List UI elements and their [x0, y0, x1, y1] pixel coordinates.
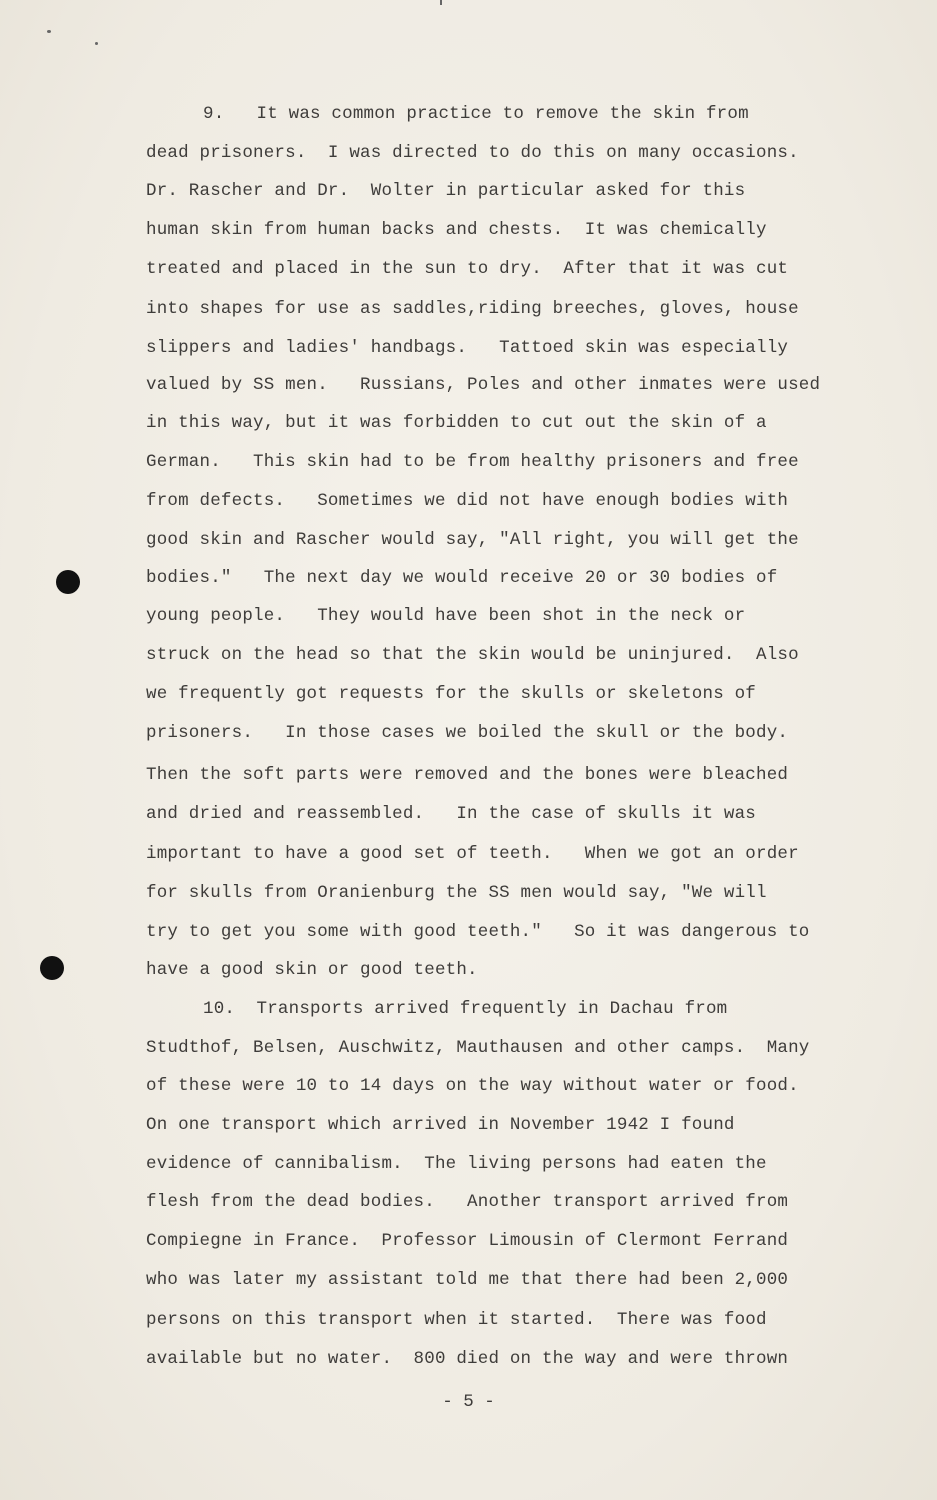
text-line: dead prisoners. I was directed to do this on many occasions.: [146, 143, 799, 163]
text-line: good skin and Rascher would say, "All right, you will get the: [146, 530, 799, 550]
text-line: from defects. Sometimes we did not have enough bodies with: [146, 491, 789, 511]
punch-hole: [56, 570, 80, 594]
text-line: in this way, but it was forbidden to cut out the skin of a: [146, 413, 767, 433]
paper-speck: [95, 42, 98, 45]
text-line: German. This skin had to be from healthy prisoners and free: [146, 452, 799, 472]
text-line: for skulls from Oranienburg the SS men would say, "We will: [146, 883, 767, 903]
text-line: important to have a good set of teeth. When we got an order: [146, 844, 799, 864]
text-line: 9. It was common practice to remove the skin from: [203, 104, 749, 124]
text-line: struck on the head so that the skin would be uninjured. Also: [146, 645, 799, 665]
text-line: Dr. Rascher and Dr. Wolter in particular asked for this: [146, 181, 746, 201]
text-line: slippers and ladies' handbags. Tattoed skin was especially: [146, 338, 789, 358]
text-line: 10. Transports arrived frequently in Dachau from: [203, 999, 728, 1019]
text-line: bodies." The next day we would receive 20 or 30 bodies of: [146, 568, 778, 588]
text-line: into shapes for use as saddles,riding breeches, gloves, house: [146, 299, 799, 319]
text-line: persons on this transport when it started. There was food: [146, 1310, 767, 1330]
text-line: flesh from the dead bodies. Another transport arrived from: [146, 1192, 789, 1212]
text-line: evidence of cannibalism. The living persons had eaten the: [146, 1154, 767, 1174]
text-line: Compiegne in France. Professor Limousin of Clermont Ferrand: [146, 1231, 789, 1251]
page-number: - 5 -: [442, 1392, 495, 1412]
text-line: human skin from human backs and chests. It was chemically: [146, 220, 767, 240]
text-line: On one transport which arrived in November 1942 I found: [146, 1115, 735, 1135]
text-line: we frequently got requests for the skulls or skeletons of: [146, 684, 756, 704]
text-line: prisoners. In those cases we boiled the skull or the body.: [146, 723, 789, 743]
text-line: young people. They would have been shot in the neck or: [146, 606, 746, 626]
text-line: available but no water. 800 died on the way and were thrown: [146, 1349, 789, 1369]
text-line: Studthof, Belsen, Auschwitz, Mauthausen and other camps. Many: [146, 1038, 810, 1058]
text-line: try to get you some with good teeth." So it was dangerous to: [146, 922, 810, 942]
text-line: of these were 10 to 14 days on the way without water or food.: [146, 1076, 799, 1096]
text-line: Then the soft parts were removed and the bones were bleached: [146, 765, 789, 785]
text-line: who was later my assistant told me that there had been 2,000: [146, 1270, 789, 1290]
text-line: and dried and reassembled. In the case of skulls it was: [146, 804, 756, 824]
punch-hole: [40, 956, 64, 980]
text-line: treated and placed in the sun to dry. After that it was cut: [146, 259, 789, 279]
text-line: have a good skin or good teeth.: [146, 960, 478, 980]
paper-speck: [440, 0, 442, 5]
paper-speck: [47, 30, 51, 33]
text-line: valued by SS men. Russians, Poles and other inmates were used: [146, 375, 821, 395]
